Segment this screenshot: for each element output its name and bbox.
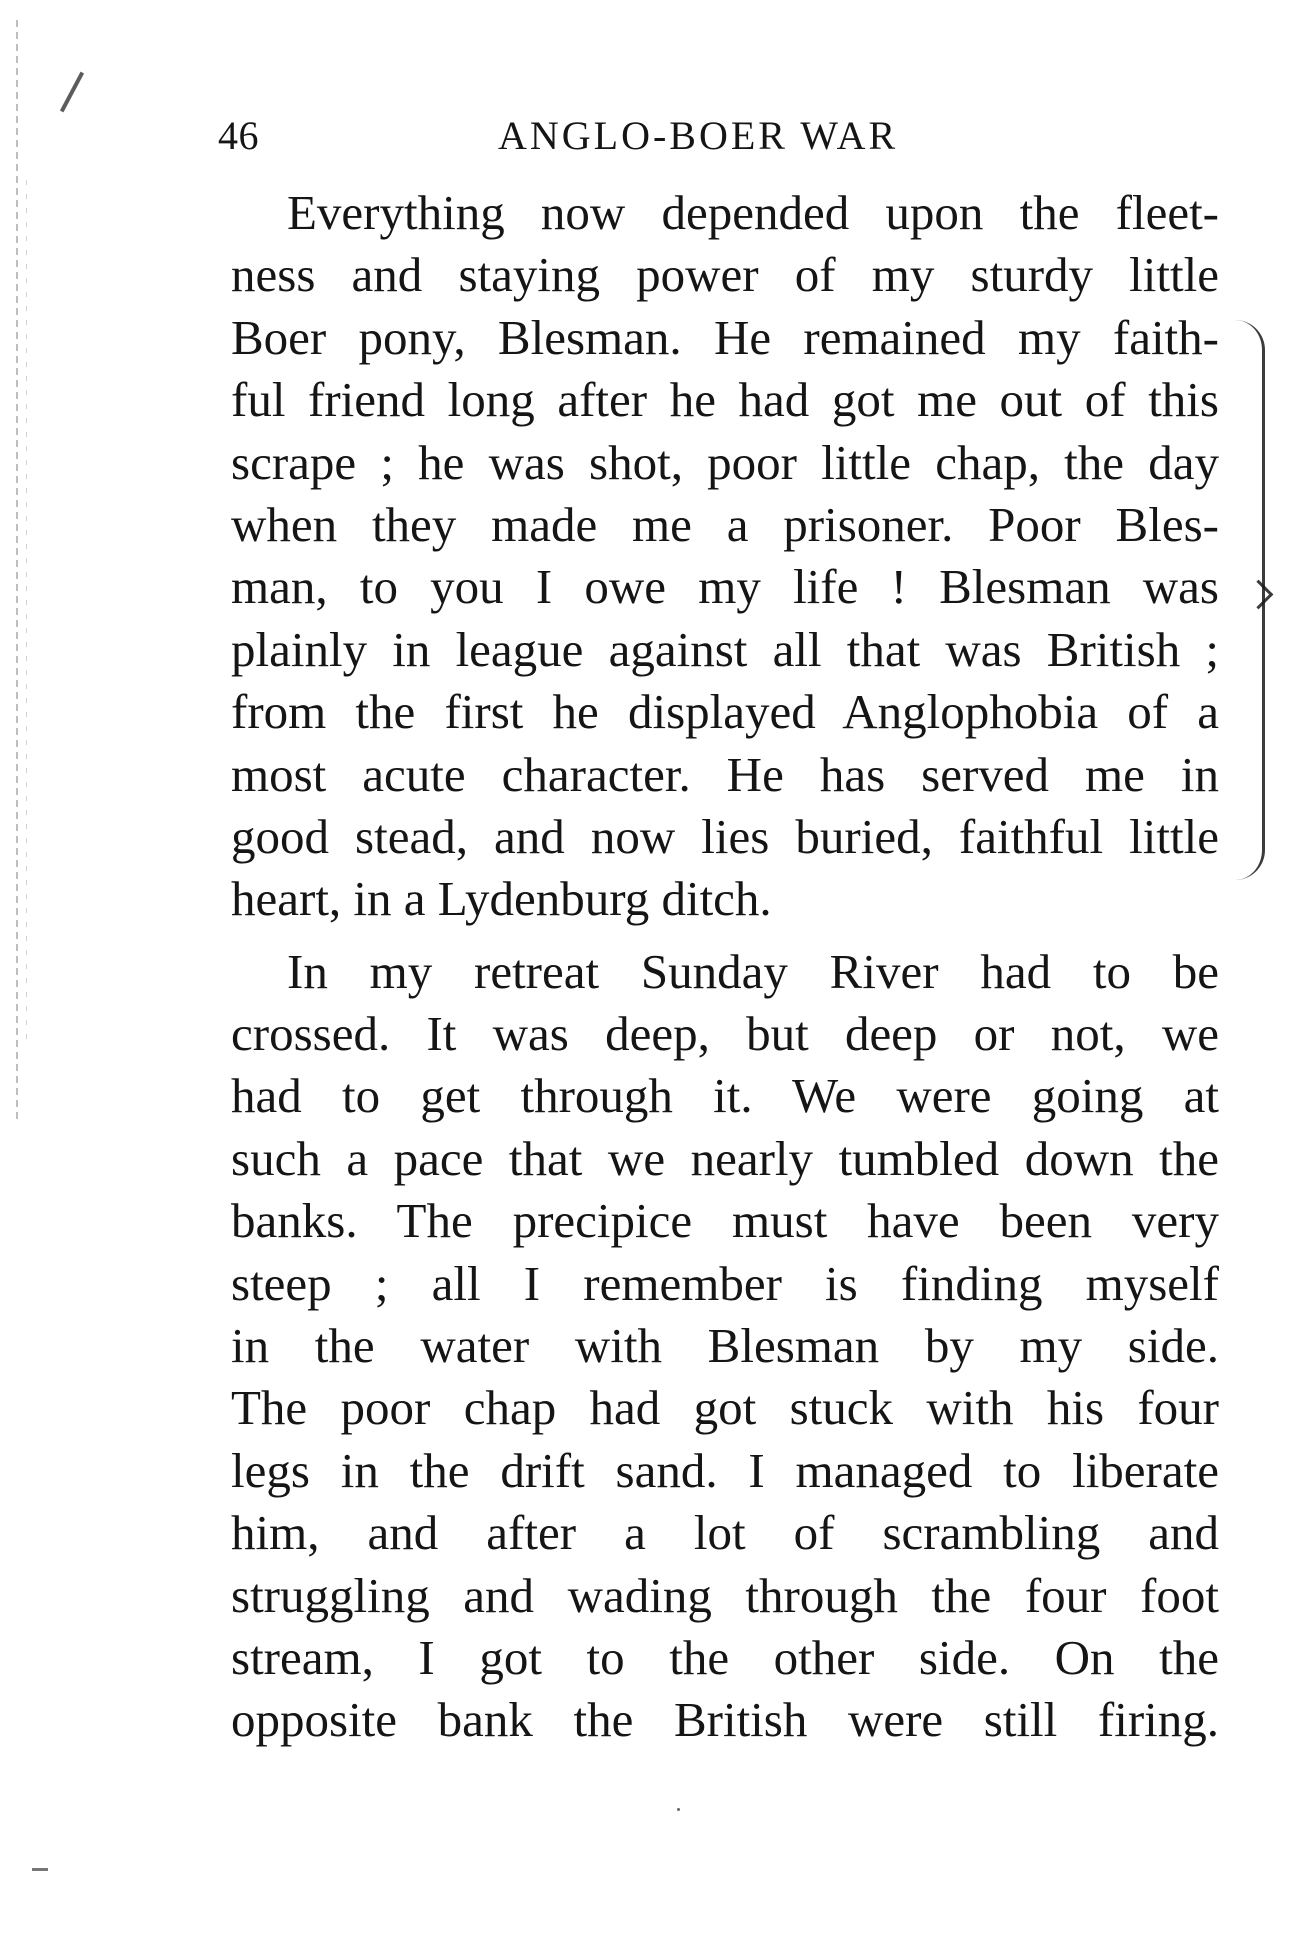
text-line: most acute character. He has served me in xyxy=(231,746,1219,802)
text-line: ful friend long after he had got me out of this xyxy=(231,372,1219,428)
text-line: legs in the drift sand. I managed to liberate xyxy=(231,1442,1219,1498)
text-line: steep ; all I remember is finding myself xyxy=(231,1255,1219,1311)
text-line: In my retreat Sunday River had to be xyxy=(287,943,1219,999)
text-line: had to get through it. We were going at xyxy=(231,1068,1219,1124)
page-header xyxy=(218,112,980,174)
binding-gutter-line xyxy=(16,20,18,1120)
text-line: The poor chap had got stuck with his four xyxy=(231,1380,1219,1436)
text-line: when they made me a prisoner. Poor Bles- xyxy=(231,496,1219,552)
pencil-slash-mark xyxy=(60,72,84,113)
text-line: Everything now depended upon the fleet- xyxy=(287,185,1219,240)
text-line: stream, I got to the other side. On the xyxy=(231,1629,1219,1685)
text-line: from the first he displayed Anglophobia of a xyxy=(231,684,1219,740)
text-line: good stead, and now lies buried, faithful little xyxy=(231,808,1219,864)
paragraph-2 xyxy=(231,941,1219,1752)
running-head: ANGLO-BOER WAR xyxy=(498,113,899,158)
paragraph-gap xyxy=(231,931,1219,941)
paper-speck xyxy=(677,1808,680,1811)
text-line: plainly in league against all that was British ; xyxy=(231,621,1219,677)
margin-dash-mark xyxy=(32,1868,48,1871)
body-text xyxy=(231,182,1219,1752)
text-line: in the water with Blesman by my side. xyxy=(231,1318,1219,1374)
text-line: ness and staying power of my sturdy little xyxy=(231,247,1219,303)
text-line: scrape ; he was shot, poor little chap, the day xyxy=(231,434,1219,490)
text-line: man, to you I owe my life ! Blesman was xyxy=(231,559,1219,615)
text-line: him, and after a lot of scrambling and xyxy=(231,1505,1219,1561)
text-line: opposite bank the British were still firing. xyxy=(231,1692,1219,1748)
text-line: crossed. It was deep, but deep or not, we xyxy=(231,1006,1219,1062)
text-line: such a pace that we nearly tumbled down the xyxy=(231,1130,1219,1186)
text-line: heart, in a Lydenburg ditch. xyxy=(231,871,772,927)
binding-gutter-line-secondary xyxy=(26,180,27,1040)
text-line: banks. The precipice must have been very xyxy=(231,1193,1219,1249)
text-line: struggling and wading through the four foot xyxy=(231,1567,1219,1623)
text-line: Boer pony, Blesman. He remained my faith- xyxy=(231,309,1219,365)
paragraph-1 xyxy=(231,182,1219,931)
page-number: 46 xyxy=(218,113,259,158)
